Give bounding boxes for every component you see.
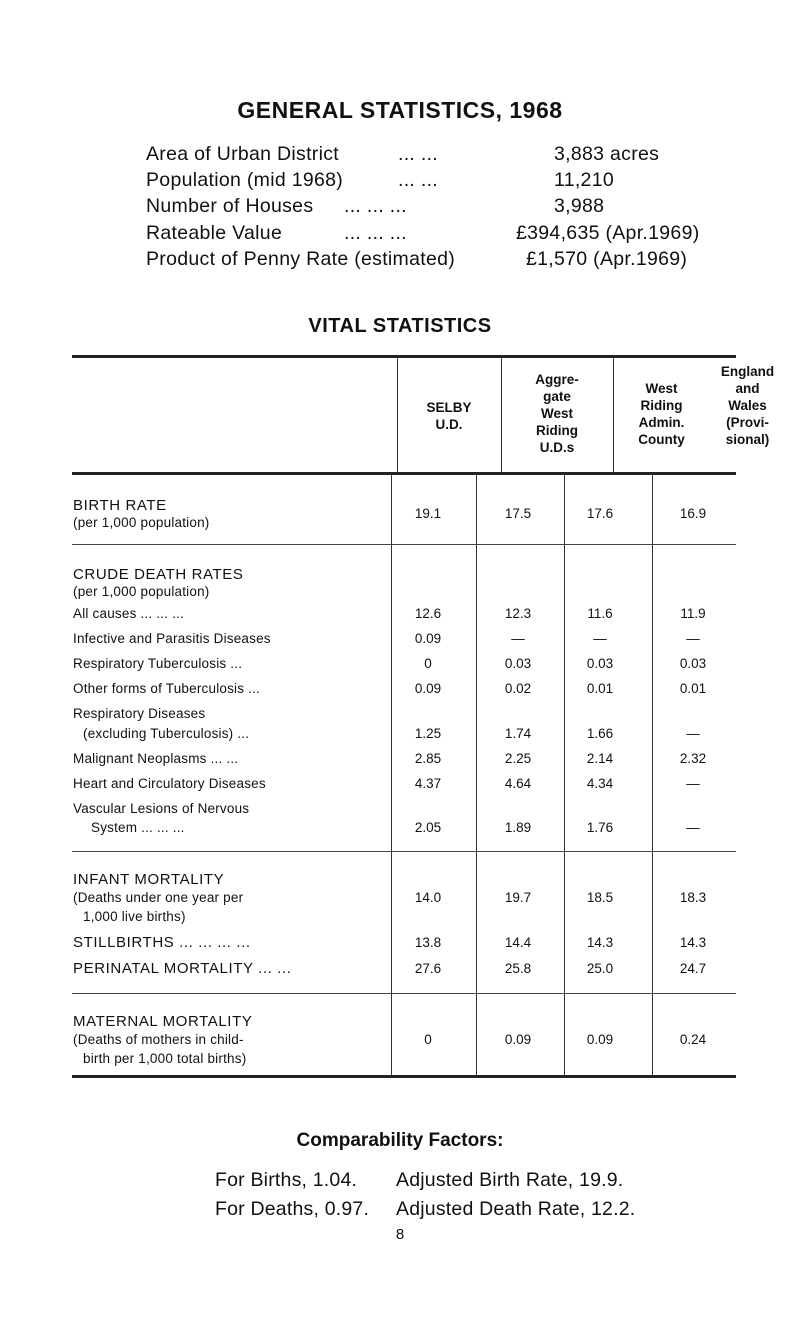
row-sublabel: (per 1,000 population) <box>73 515 210 530</box>
value-cell: 18.3 <box>679 890 707 905</box>
general-label: Area of Urban District <box>146 143 339 165</box>
column-divider <box>564 475 565 1075</box>
value-cell: — <box>593 631 607 646</box>
value-cell: — <box>686 726 700 741</box>
value-cell: 0 <box>424 1032 432 1047</box>
row-label-birth-rate: BIRTH RATE <box>73 497 167 514</box>
value-cell: 16.9 <box>679 506 707 521</box>
value-cell: 0.03 <box>586 656 614 671</box>
row-label-heart-circulatory: Heart and Circulatory Diseases <box>73 776 266 791</box>
value-cell: 19.1 <box>414 506 442 521</box>
value-cell: 0.09 <box>414 631 442 646</box>
value-cell: 13.8 <box>414 935 442 950</box>
value-cell: 24.7 <box>679 961 707 976</box>
value-cell: 11.9 <box>680 606 706 621</box>
adjusted-birth-rate: Adjusted Birth Rate, 19.9. <box>396 1169 624 1191</box>
general-statistics-title: GENERAL STATISTICS, 1968 <box>237 97 563 123</box>
general-value: 11,210 <box>554 169 614 191</box>
value-cell: 2.05 <box>414 820 442 835</box>
section-separator <box>72 993 736 994</box>
value-cell: 0.09 <box>504 1032 532 1047</box>
section-separator <box>72 544 736 545</box>
vital-statistics-title: VITAL STATISTICS <box>308 315 492 337</box>
value-cell: 14.3 <box>679 935 707 950</box>
value-cell: 14.3 <box>586 935 614 950</box>
row-label-perinatal-mortality: PERINATAL MORTALITY ... ... <box>73 960 292 977</box>
value-cell: 19.7 <box>504 890 532 905</box>
row-label-malignant-neoplasms: Malignant Neoplasms ... ... <box>73 751 239 766</box>
row-label-infant-mortality: INFANT MORTALITY <box>73 871 225 888</box>
row-label-other-tb: Other forms of Tuberculosis ... <box>73 681 261 696</box>
value-cell: 1.66 <box>586 726 614 741</box>
row-label-stillbirths: STILLBIRTHS ... ... ... ... <box>73 934 251 951</box>
value-cell: 25.0 <box>586 961 614 976</box>
leader-dots: ... ... <box>398 143 439 165</box>
general-value: 3,883 acres <box>554 143 660 165</box>
value-cell: 0.01 <box>679 681 707 696</box>
page-number: 8 <box>395 1226 405 1243</box>
value-cell: — <box>686 776 700 791</box>
value-cell: 0.02 <box>504 681 532 696</box>
comparability-title: Comparability Factors: <box>296 1130 504 1151</box>
header-divider <box>397 358 398 472</box>
general-value: £394,635 (Apr.1969) <box>516 222 700 244</box>
value-cell: 1.89 <box>504 820 532 835</box>
value-cell: 1.74 <box>504 726 532 741</box>
row-label-vascular-lesions: Vascular Lesions of Nervous <box>73 801 250 816</box>
row-sublabel: 1,000 live births) <box>83 909 186 924</box>
row-sublabel: (Deaths under one year per <box>73 890 244 905</box>
value-cell: 12.6 <box>414 606 442 621</box>
value-cell: 27.6 <box>414 961 442 976</box>
row-label-maternal-mortality: MATERNAL MORTALITY <box>73 1013 253 1030</box>
table-header-rule <box>72 472 736 475</box>
general-label: Number of Houses <box>146 195 314 217</box>
value-cell: — <box>511 631 525 646</box>
column-divider <box>391 475 392 1075</box>
leader-dots: ... ... ... <box>344 222 407 244</box>
general-value: £1,570 (Apr.1969) <box>526 248 688 270</box>
row-label-infective: Infective and Parasitis Diseases <box>73 631 271 646</box>
leader-dots: ... ... ... <box>344 195 407 217</box>
deaths-factor: For Deaths, 0.97. <box>215 1198 370 1220</box>
row-sublabel: (Deaths of mothers in child- <box>73 1032 244 1047</box>
value-cell: 0.24 <box>679 1032 707 1047</box>
value-cell: 0.01 <box>586 681 614 696</box>
adjusted-death-rate: Adjusted Death Rate, 12.2. <box>396 1198 636 1220</box>
column-header-selby: SELBY U.D. <box>426 400 472 432</box>
column-header-aggregate: Aggre- gate West Riding U.D.s <box>535 372 579 455</box>
value-cell: — <box>686 820 700 835</box>
row-label-crude-death-rates: CRUDE DEATH RATES <box>73 566 244 583</box>
value-cell: 11.6 <box>587 606 613 621</box>
value-cell: 2.85 <box>414 751 442 766</box>
column-divider <box>476 475 477 1075</box>
value-cell: 2.25 <box>504 751 532 766</box>
section-separator <box>72 851 736 852</box>
value-cell: 4.34 <box>586 776 614 791</box>
value-cell: 0.09 <box>586 1032 614 1047</box>
value-cell: 2.14 <box>586 751 614 766</box>
value-cell: 0.03 <box>679 656 707 671</box>
value-cell: 14.0 <box>414 890 442 905</box>
value-cell: 1.25 <box>414 726 442 741</box>
value-cell: 17.5 <box>504 506 532 521</box>
value-cell: 17.6 <box>586 506 614 521</box>
column-header-west-riding: West Riding Admin. County <box>638 381 685 447</box>
leader-dots: ... ... <box>398 169 439 191</box>
value-cell: 0.03 <box>504 656 532 671</box>
value-cell: 4.64 <box>504 776 532 791</box>
value-cell: 18.5 <box>586 890 614 905</box>
value-cell: 1.76 <box>586 820 614 835</box>
general-label: Product of Penny Rate (estimated) <box>146 248 456 270</box>
value-cell: 2.32 <box>679 751 707 766</box>
row-label-respiratory-tb: Respiratory Tuberculosis ... <box>73 656 243 671</box>
value-cell: 14.4 <box>504 935 532 950</box>
value-cell: — <box>686 631 700 646</box>
value-cell: 4.37 <box>414 776 442 791</box>
births-factor: For Births, 1.04. <box>215 1169 358 1191</box>
value-cell: 12.3 <box>504 606 532 621</box>
general-value: 3,988 <box>554 195 605 217</box>
row-sublabel: birth per 1,000 total births) <box>83 1051 247 1066</box>
row-sublabel: System ... ... ... <box>91 820 185 835</box>
value-cell: 25.8 <box>504 961 532 976</box>
column-divider <box>652 475 653 1075</box>
row-label-respiratory-diseases: Respiratory Diseases <box>73 706 206 721</box>
column-header-england-wales: England and Wales (Provi- sional) <box>720 364 775 447</box>
general-label: Rateable Value <box>146 222 283 244</box>
value-cell: 0 <box>424 656 432 671</box>
value-cell: 0.09 <box>414 681 442 696</box>
table-top-rule <box>72 355 736 358</box>
general-label: Population (mid 1968) <box>146 169 344 191</box>
row-sublabel: (per 1,000 population) <box>73 584 210 599</box>
row-sublabel: (excluding Tuberculosis) ... <box>83 726 250 741</box>
table-bottom-rule <box>72 1075 736 1078</box>
row-label-all-causes: All causes ... ... ... <box>73 606 184 621</box>
